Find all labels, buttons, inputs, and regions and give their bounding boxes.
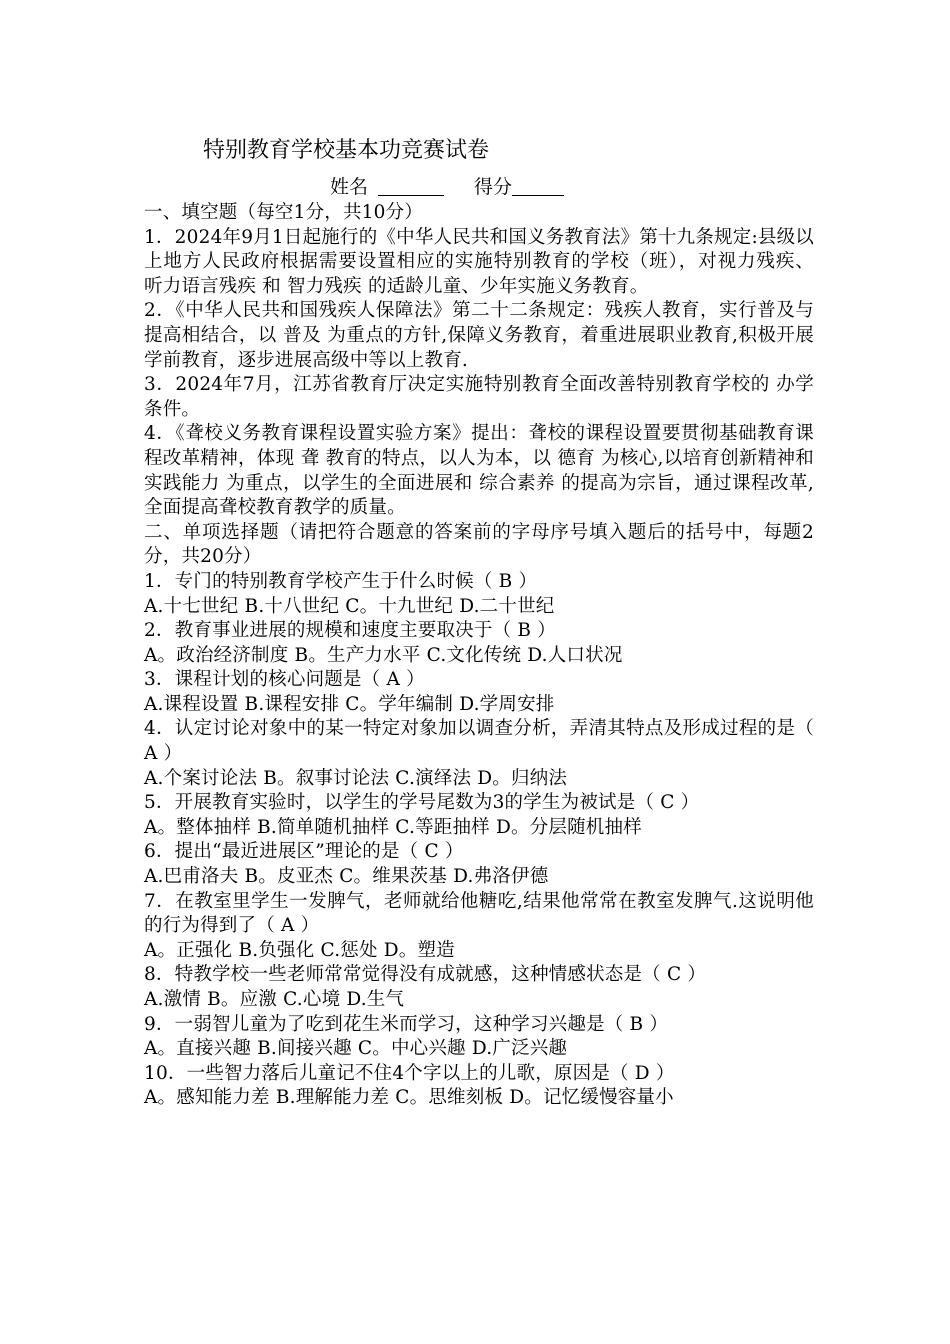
answer-options: A.课程设置 B.课程安排 C。学年编制 D.学周安排 bbox=[144, 693, 555, 715]
question-text: 3．2024年7月，江苏省教育厅决定实施特别教育全面改善特别教育学校的 办学 条件。 bbox=[144, 374, 814, 420]
answer-options: A。直接兴趣 B.间接兴趣 C。中心兴趣 D.广泛兴趣 bbox=[144, 1038, 568, 1060]
section-heading-fill-blank: 一、填空题（每空1分，共10分） bbox=[144, 202, 424, 223]
question-text: 10．一些智力落后儿童记不住4个字以上的儿歌，原因是（ D ） bbox=[144, 1062, 675, 1084]
question-text: 2．《中华人民共和国残疾人保障法》第二十二条规定：残疾人教育，实行普及与提高相结合，以 普及 为重点的方针,保障义务教育，着重进展职业教育,积极开展学前教育，逐步进展高级中等以上教育. bbox=[144, 300, 814, 371]
answer-options: A.个案讨论法 B。叙事讨论法 C.演绎法 D。归纳法 bbox=[144, 767, 568, 789]
question-text: 9．一弱智儿童为了吃到花生米而学习，这种学习兴趣是（ B ） bbox=[144, 1013, 669, 1035]
page-title: 特别教育学校基本功竞赛试卷 bbox=[203, 138, 490, 163]
question-text: 4．认定讨论对象中的某一特定对象加以调查分析，弄清其特点及形成过程的是（ A ） bbox=[144, 718, 814, 765]
answer-options: A。感知能力差 B.理解能力差 C。思维刻板 D。记忆缓慢容量小 bbox=[144, 1087, 674, 1109]
answer-options: A。正强化 B.负强化 C.惩处 D。塑造 bbox=[144, 939, 455, 961]
section-heading-single-choice: 二、单项选择题（请把符合题意的答案前的字母序号填入题后的括号中，每题2分，共20分） bbox=[144, 521, 814, 568]
answer-options: A.巴甫洛夫 B。皮亚杰 C。维果茨基 D.弗洛伊德 bbox=[144, 866, 549, 888]
answer-options: A.十七世纪 B.十八世纪 C。十九世纪 D.二十世纪 bbox=[144, 595, 555, 617]
question-text: 4．《聋校义务教育课程设置实验方案》提出：聋校的课程设置要贯彻基础教育课程改革精神，体现 聋 教育的特点，以人为本，以 德育 为核心,以培育创新精神和 实践能力 为重点，以学生的全面进展和 综合素养 的提高为宗旨，通过课程改革,全面提高聋校教育教学的质量。 bbox=[144, 423, 814, 519]
question-text: 5．开展教育实验时，以学生的学号尾数为3的学生为被试是（ C ） bbox=[144, 792, 700, 814]
answer-options: A。政治经济制度 B。生产力水平 C.文化传统 D.人口状况 bbox=[144, 644, 623, 666]
exam-content bbox=[144, 201, 814, 1111]
name-blank bbox=[378, 175, 444, 196]
question-text: 7．在教室里学生一发脾气，老师就给他糖吃,结果他常常在教室发脾气.这说明他的行为得到了（ A ） bbox=[144, 890, 814, 937]
answer-options: A。整体抽样 B.简单随机抽样 C.等距抽样 D。分层随机抽样 bbox=[144, 816, 642, 838]
name-score-line bbox=[330, 174, 564, 200]
question-text: 6．提出“最近进展区”理论的是（ C ） bbox=[144, 841, 464, 863]
question-text: 3．课程计划的核心问题是（ A ） bbox=[144, 669, 425, 691]
question-text: 8．特教学校一些老师常常觉得没有成就感，这种情感状态是（ C ） bbox=[144, 964, 707, 986]
score-label: 得分 bbox=[474, 176, 513, 198]
question-text: 1．专门的特别教育学校产生于什么时候（ B ） bbox=[144, 570, 538, 592]
question-text: 1．2024年9月1日起施行的《中华人民共和国义务教育法》第十九条规定:县级以上地方人民政府根据需要设置相应的实施特别教育的学校（班），对视力残疾、 听力语言残疾 和 智力残疾 的适龄儿童、少年实施义务教育。 bbox=[144, 226, 814, 297]
name-label: 姓名 bbox=[330, 176, 369, 198]
question-text: 2．教育事业进展的规模和速度主要取决于（ B ） bbox=[144, 620, 556, 642]
score-blank bbox=[512, 175, 564, 196]
answer-options: A.激情 B。应激 C.心境 D.生气 bbox=[144, 989, 405, 1010]
